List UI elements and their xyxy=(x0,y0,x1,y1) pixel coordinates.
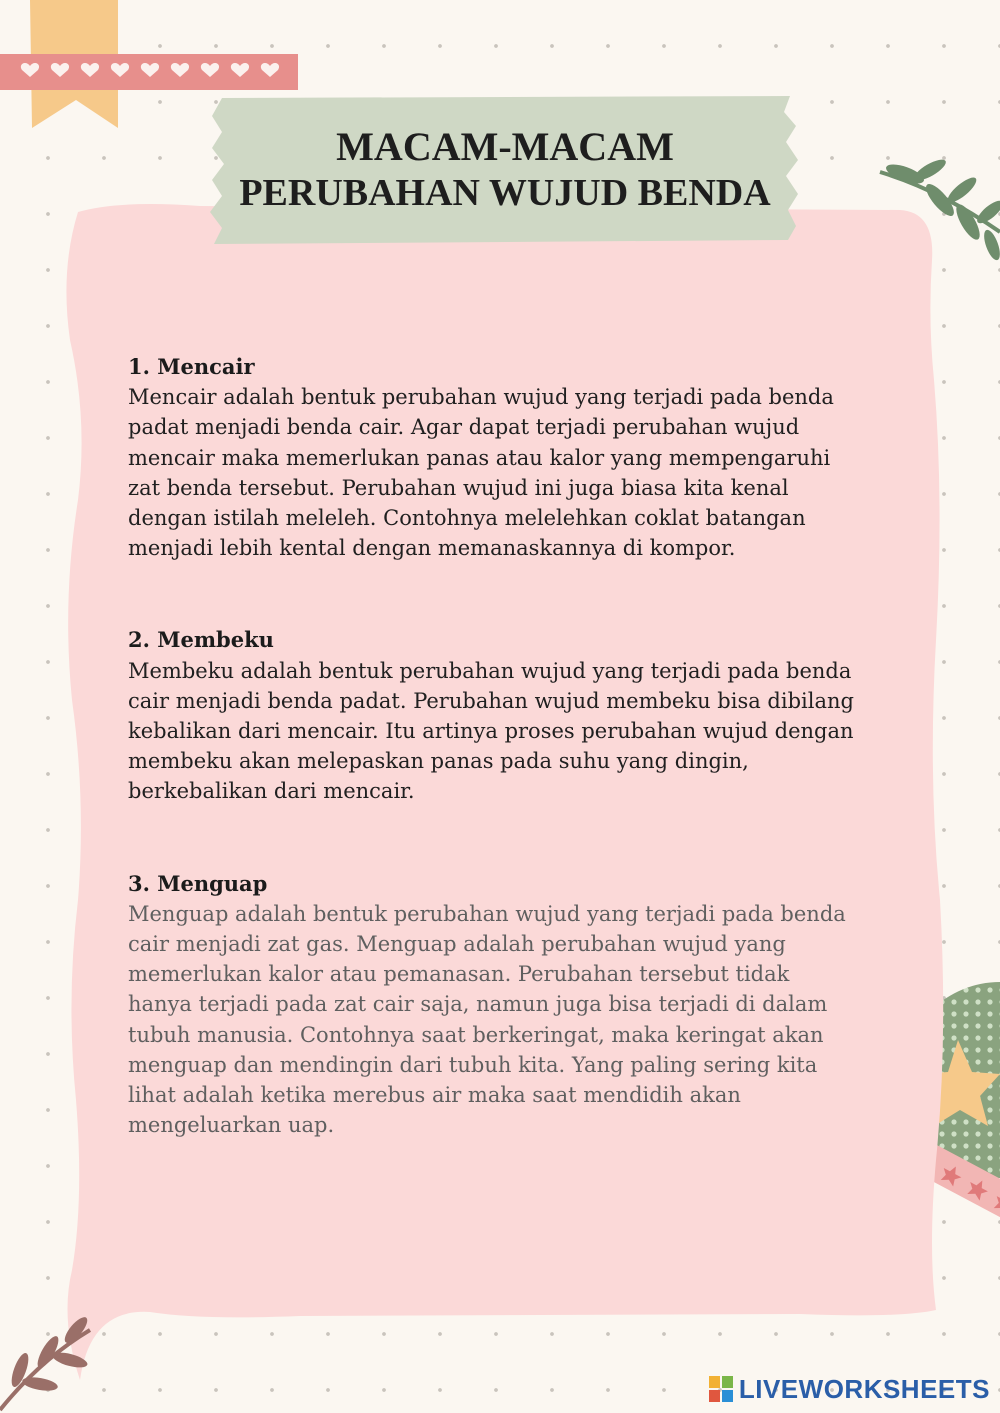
body-line: mencair maka memerlukan panas atau kalor yang mempengaruhi xyxy=(128,445,831,470)
body-line: Menguap adalah bentuk perubahan wujud yang terjadi pada benda xyxy=(128,901,846,926)
body-line: padat menjadi benda cair. Agar dapat terjadi perubahan wujud xyxy=(128,415,800,440)
body-line: Mencair adalah bentuk perubahan wujud yang terjadi pada benda xyxy=(128,385,834,410)
page-title xyxy=(215,100,795,240)
body-line: kebalikan dari mencair. Itu artinya proses perubahan wujud dengan xyxy=(128,719,854,744)
section-heading: 1. Mencair xyxy=(128,354,255,379)
section-menguap xyxy=(128,869,888,1141)
body-line: cair menjadi zat gas. Menguap adalah perubahan wujud yang xyxy=(128,932,786,957)
leaf-branch-bottom-left xyxy=(0,1314,91,1410)
body-line: cair menjadi benda padat. Perubahan wujud membeku bisa dibilang xyxy=(128,688,854,713)
body-line: hanya terjadi pada zat cair saja, namun juga bisa terjadi di dalam xyxy=(128,992,828,1017)
section-heading: 2. Membeku xyxy=(128,627,274,653)
body-line: membeku akan melepaskan panas pada suhu yang dingin, xyxy=(128,749,749,774)
body-line: tubuh manusia. Contohnya saat berkeringat, maka keringat akan xyxy=(128,1022,824,1047)
body-line: lihat adalah ketika merebus air maka saat mendidih akan xyxy=(128,1083,741,1108)
body-line: menjadi lebih kental dengan memanaskannya di kompor. xyxy=(128,536,736,561)
body-line: memerlukan kalor atau pemanasan. Perubahan tersebut tidak xyxy=(128,962,790,987)
title-line-1: MACAM-MACAM xyxy=(336,124,674,169)
content xyxy=(128,352,888,1140)
body-line: menguap dan mendingin dari tubuh kita. Yang paling sering kita xyxy=(128,1052,818,1077)
body-line: Membeku adalah bentuk perubahan wujud yang terjadi pada benda xyxy=(128,658,852,683)
liveworksheets-icon xyxy=(709,1376,733,1402)
title-line-2: PERUBAHAN WUJUD BENDA xyxy=(239,172,771,214)
body-line: dengan istilah meleleh. Contohnya melelehkan coklat batangan xyxy=(128,506,806,531)
section-mencair xyxy=(128,352,888,563)
body-line: berkebalikan dari mencair. xyxy=(128,779,415,804)
body-line: zat benda tersebut. Perubahan wujud ini juga biasa kita kenal xyxy=(128,475,789,500)
section-membeku xyxy=(128,625,888,806)
section-heading: 3. Menguap xyxy=(128,870,268,896)
body-line: mengeluarkan uap. xyxy=(128,1113,335,1138)
liveworksheets-logo[interactable] xyxy=(709,1373,990,1405)
brand-name: LIVEWORKSHEETS xyxy=(738,1373,990,1404)
